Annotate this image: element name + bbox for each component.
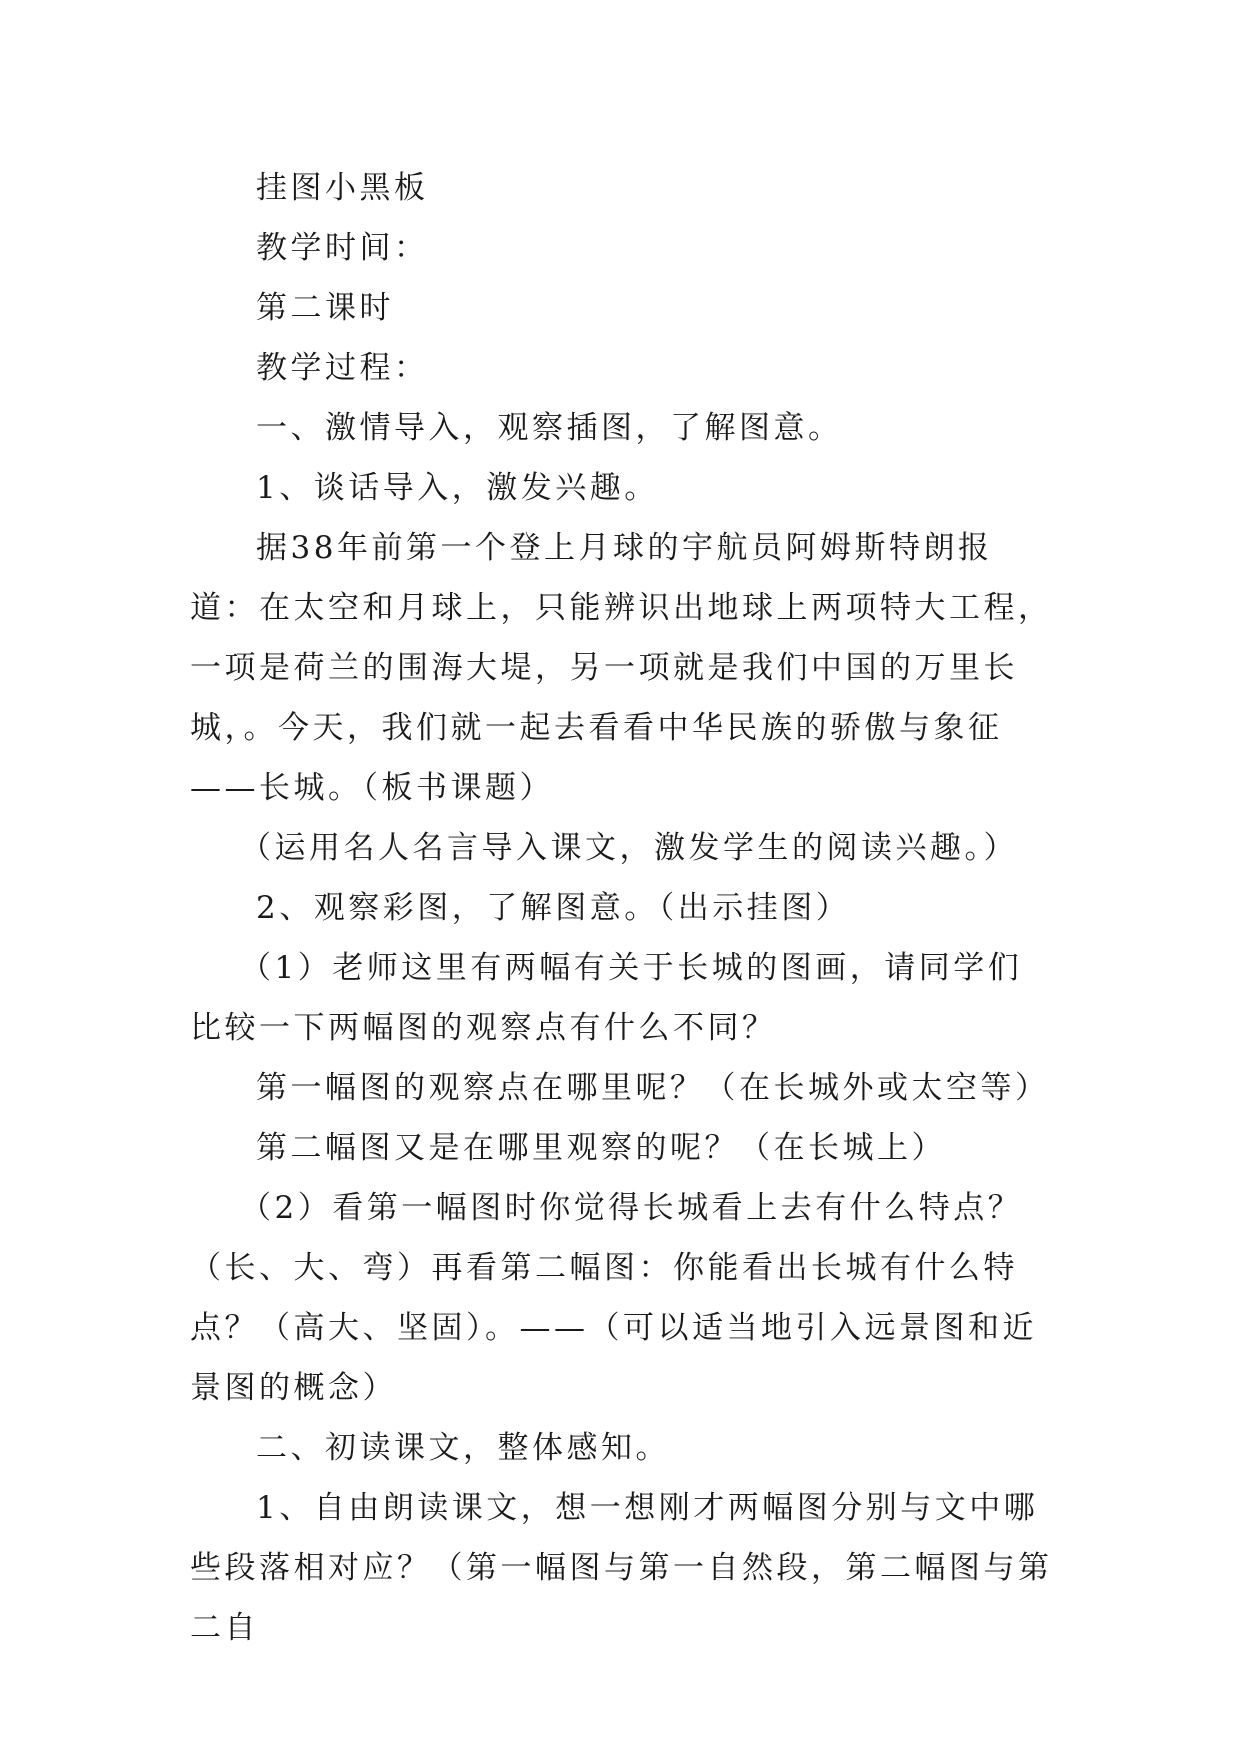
paragraph-teaching-time: 教学时间：	[256, 230, 429, 266]
section-heading-1: 一、激情导入，观察插图，了解图意。	[256, 410, 843, 446]
paragraph-materials: 挂图小黑板	[256, 170, 429, 206]
paragraph-question-1: （1）老师这里有两幅有关于长城的图画，请同学们比较一下两幅图的观察点有什么不同？	[190, 950, 1023, 1046]
subheading-1-2: 2、观察彩图，了解图意。（出示挂图）	[256, 890, 851, 926]
paragraph-armstrong-quote: 据38年前第一个登上月球的宇航员阿姆斯特朗报道：在太空和月球上，只能辨识出地球上两项特大工程，一项是荷兰的围海大堤，另一项就是我们中国的万里长城，。今天，我们就一起去看看中华民族的骄傲与象征——长城。（板书课题）	[190, 530, 1053, 806]
paragraph-question-2: （2）看第一幅图时你觉得长城看上去有什么特点？（长、大、弯）再看第二幅图：你能看出长城有什么特点？（高大、坚固）。——（可以适当地引入远景图和近景图的概念）	[190, 1190, 1037, 1406]
paragraph-teaching-process: 教学过程：	[256, 350, 429, 386]
subheading-1-1: 1、谈话导入，激发兴趣。	[256, 470, 659, 506]
document-body	[190, 158, 1056, 1658]
section-heading-2: 二、初读课文，整体感知。	[256, 1430, 670, 1466]
subheading-2-1: 1、自由朗读课文，想一想刚才两幅图分别与文中哪些段落相对应？（第一幅图与第一自然段，第二幅图与第二自	[190, 1490, 1053, 1646]
paragraph-note-quote: （运用名人名言导入课文，激发学生的阅读兴趣。）	[240, 830, 1018, 866]
paragraph-second-picture: 第二幅图又是在哪里观察的呢？（在长城上）	[256, 1130, 946, 1166]
paragraph-second-lesson: 第二课时	[256, 290, 394, 326]
paragraph-first-picture: 第一幅图的观察点在哪里呢？（在长城外或太空等）	[256, 1070, 1050, 1106]
